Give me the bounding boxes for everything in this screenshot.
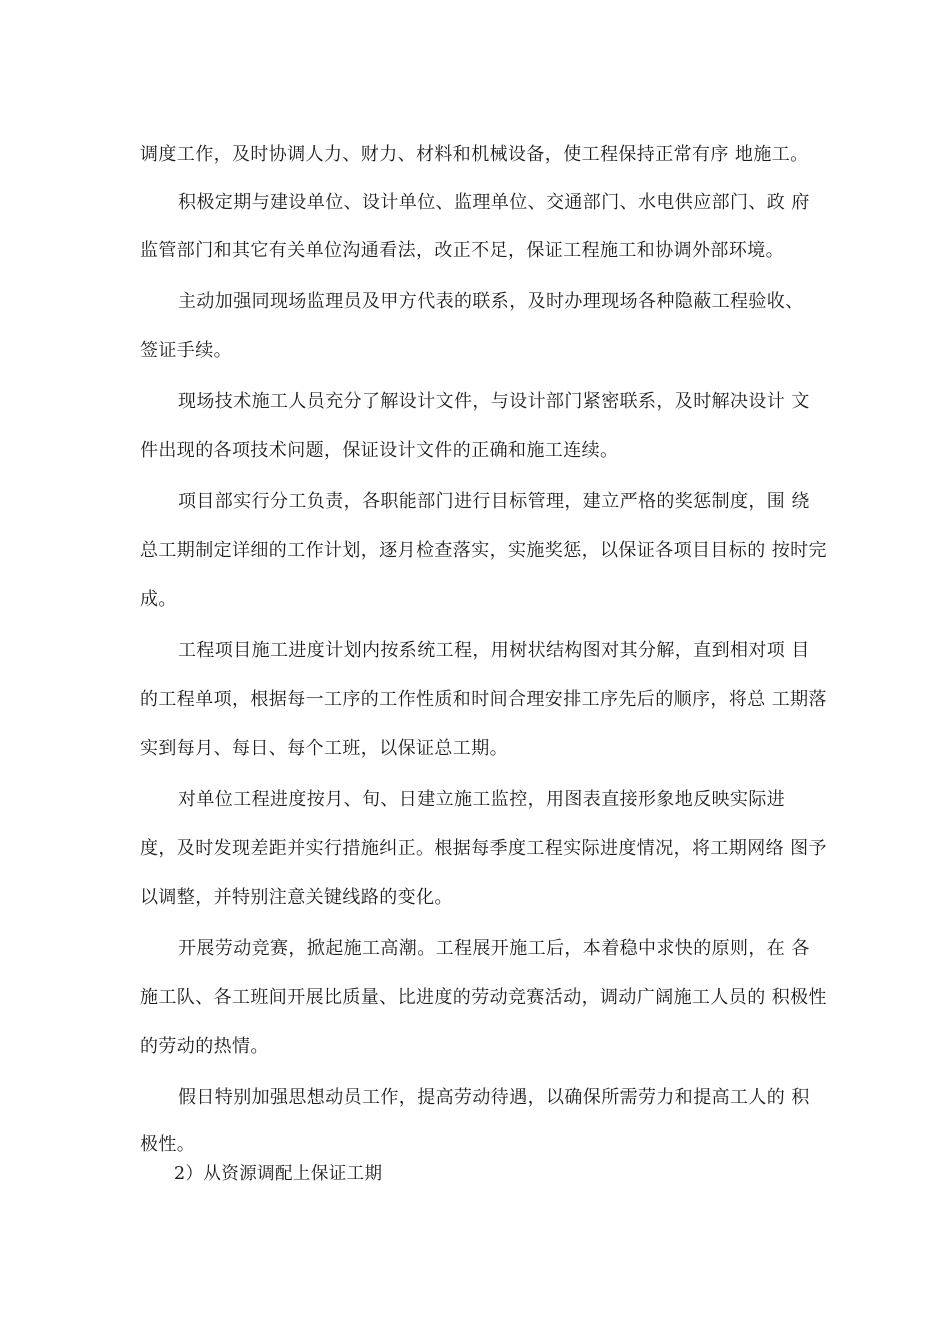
paragraph-first-line: 积极定期与建设单位、设计单位、监理单位、交通部门、水电供应部门、政 府 bbox=[178, 192, 810, 213]
text-line: 调度工作，及时协调人力、财力、材料和机械设备，使工程保持正常有序 地施工。 bbox=[140, 144, 809, 165]
paragraph-first-line: 项目部实行分工负责，各职能部门进行目标管理，建立严格的奖惩制度，围 绕 bbox=[178, 491, 810, 512]
text-line: 件出现的各项技术问题，保证设计文件的正确和施工连续。 bbox=[140, 440, 619, 461]
text-line: 的工程单项，根据每一工序的工作性质和时间合理安排工序先后的顺序，将总 工期落 bbox=[140, 689, 827, 710]
text-line: 成。 bbox=[140, 589, 177, 610]
text-line: 签证手续。 bbox=[140, 340, 232, 361]
text-line: 实到每月、每日、每个工班，以保证总工期。 bbox=[140, 738, 508, 759]
paragraph-first-line: 主动加强同现场监理员及甲方代表的联系，及时办理现场各种隐蔽工程验收、 bbox=[178, 291, 804, 312]
paragraph-first-line: 开展劳动竞赛，掀起施工高潮。工程展开施工后，本着稳中求快的原则，在 各 bbox=[178, 938, 810, 959]
text-line: 度，及时发现差距并实行措施纠正。根据每季度工程实际进度情况，将工期网络 图予 bbox=[140, 838, 827, 859]
text-line: 总工期制定详细的工作计划，逐月检查落实，实施奖惩，以保证各项目目标的 按时完 bbox=[140, 540, 827, 561]
paragraph-first-line: 现场技术施工人员充分了解设计文件，与设计部门紧密联系，及时解决设计 文 bbox=[178, 391, 810, 412]
paragraph-first-line: 工程项目施工进度计划内按系统工程，用树状结构图对其分解，直到相对项 目 bbox=[178, 640, 810, 661]
text-line: 施工队、各工班间开展比质量、比进度的劳动竞赛活动，调动广阔施工人员的 积极性 bbox=[140, 987, 827, 1008]
text-line: 监管部门和其它有关单位沟通看法，改正不足，保证工程施工和协调外部环境。 bbox=[140, 240, 784, 261]
paragraph-first-line: 假日特别加强思想动员工作，提高劳动待遇，以确保所需劳力和提高工人的 积 bbox=[178, 1087, 810, 1108]
section-heading: 2）从资源调配上保证工期 bbox=[174, 1164, 383, 1184]
paragraph-first-line: 对单位工程进度按月、旬、日建立施工监控，用图表直接形象地反映实际进 bbox=[178, 789, 786, 810]
text-line: 以调整，并特别注意关键线路的变化。 bbox=[140, 887, 453, 908]
text-line: 极性。 bbox=[140, 1134, 196, 1155]
text-line: 的劳动的热情。 bbox=[140, 1036, 269, 1057]
